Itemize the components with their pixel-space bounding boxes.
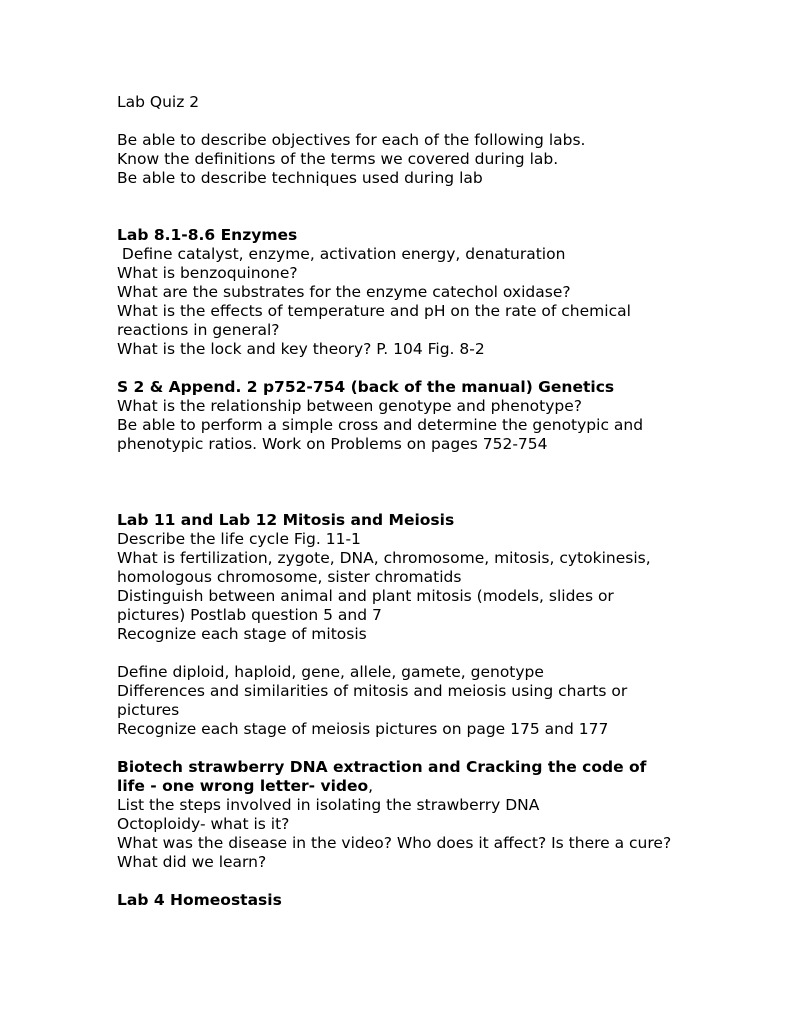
- section-heading-enzymes: Lab 8.1-8.6 Enzymes: [117, 226, 298, 244]
- section-line: Define diploid, haploid, gene, allele, gamete, genotype: [117, 663, 544, 681]
- section-line: Recognize each stage of mitosis: [117, 625, 367, 643]
- section-line: Octoploidy- what is it?: [117, 815, 290, 833]
- section-heading-biotech-suffix: ,: [368, 777, 374, 795]
- section-heading-biotech: [117, 758, 677, 796]
- section-line: What is the effects of temperature and pH on the rate of chemical reactions in general?: [117, 302, 631, 339]
- section-line: Describe the life cycle Fig. 11-1: [117, 530, 361, 548]
- section-heading-homeostasis: Lab 4 Homeostasis: [117, 891, 282, 909]
- document-title: Lab Quiz 2: [117, 93, 200, 111]
- section-line: Be able to perform a simple cross and determine the genotypic and phenotypic ratios. Work on Problems on pages 752-754: [117, 416, 644, 453]
- intro-line: Know the definitions of the terms we covered during lab.: [117, 150, 559, 168]
- section-line: What is fertilization, zygote, DNA, chromosome, mitosis, cytokinesis, homologous chromosome, sister chromatids: [117, 549, 651, 586]
- section-heading-biotech-text: Biotech strawberry DNA extraction and Cracking the code of life - one wrong letter- video: [117, 758, 647, 795]
- section-line: What is benzoquinone?: [117, 264, 298, 282]
- section-line: What are the substrates for the enzyme catechol oxidase?: [117, 283, 571, 301]
- section-heading-mitosis-meiosis: Lab 11 and Lab 12 Mitosis and Meiosis: [117, 511, 455, 529]
- section-line: Differences and similarities of mitosis and meiosis using charts or pictures: [117, 682, 628, 719]
- section-line: Define catalyst, enzyme, activation energy, denaturation: [117, 245, 566, 263]
- section-line: Recognize each stage of meiosis pictures on page 175 and 177: [117, 720, 609, 738]
- section-line: List the steps involved in isolating the strawberry DNA: [117, 796, 540, 814]
- section-line: What is the relationship between genotype and phenotype?: [117, 397, 582, 415]
- intro-line: Be able to describe objectives for each of the following labs.: [117, 131, 586, 149]
- document-page: [117, 93, 677, 910]
- section-line: Distinguish between animal and plant mitosis (models, slides or pictures) Postlab question 5 and 7: [117, 587, 614, 624]
- intro-line: Be able to describe techniques used during lab: [117, 169, 483, 187]
- section-line: What was the disease in the video? Who does it affect? Is there a cure? What did we learn?: [117, 834, 672, 871]
- section-heading-genetics: S 2 & Append. 2 p752-754 (back of the manual) Genetics: [117, 378, 615, 396]
- section-line: What is the lock and key theory? P. 104 Fig. 8-2: [117, 340, 485, 358]
